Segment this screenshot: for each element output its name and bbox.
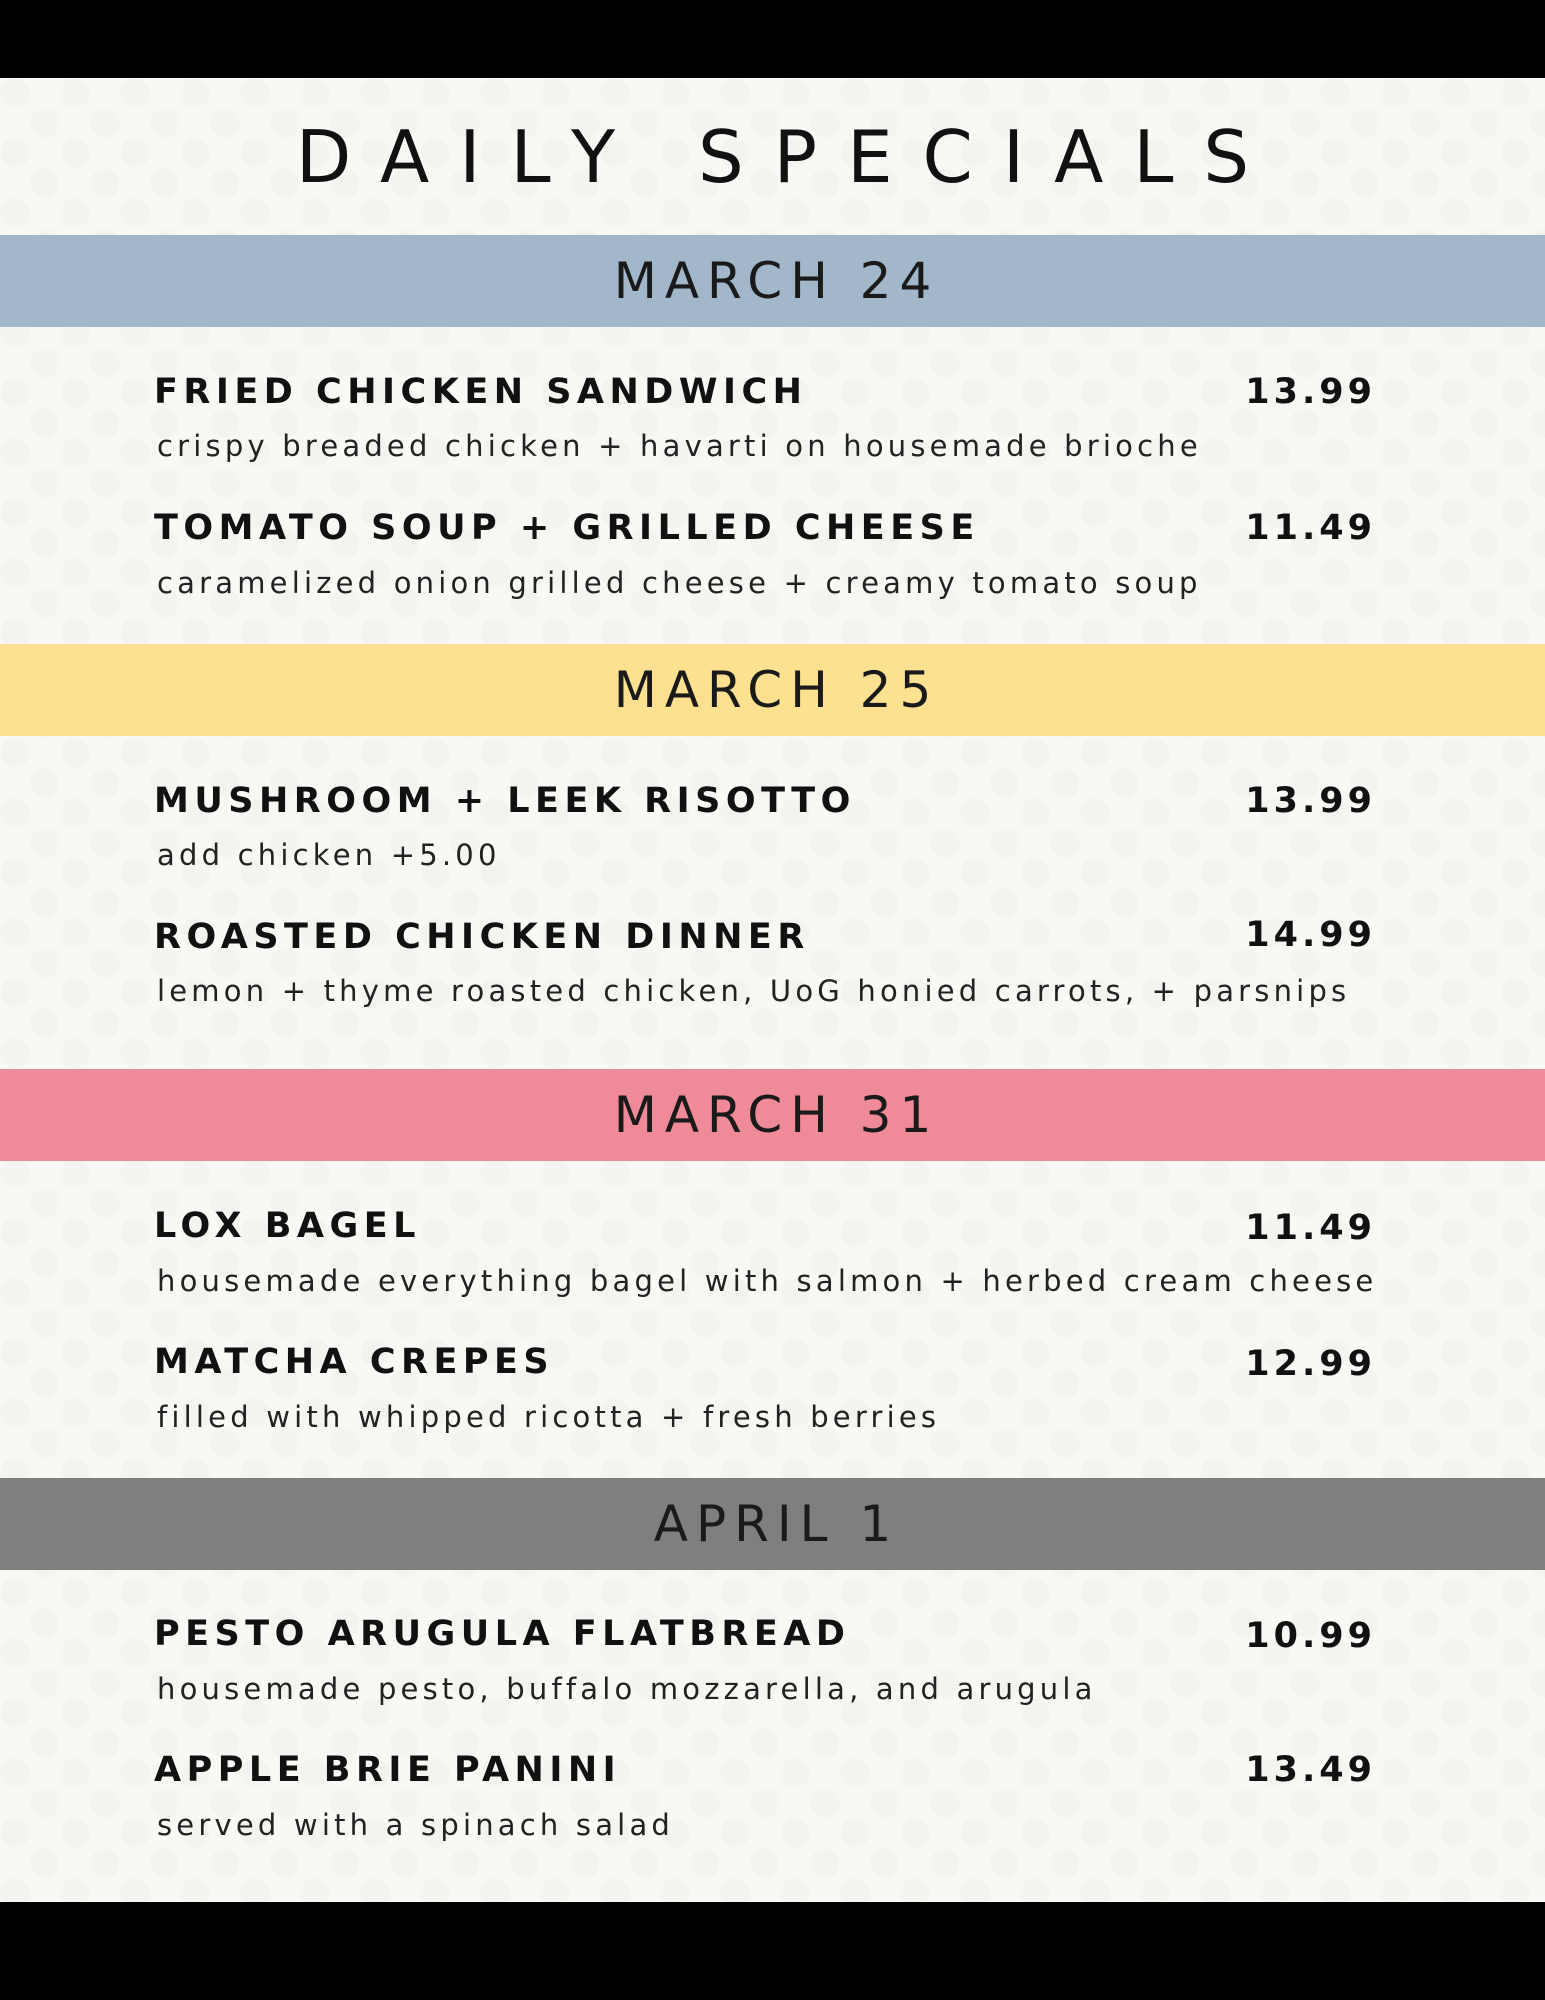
menu-item-price: 11.49 [1245,508,1376,548]
menu-item-name: LOX BAGEL [154,1206,421,1246]
date-band-march-24: MARCH 24 [0,235,1545,327]
menu-item-description: served with a spinach salad [157,1808,675,1842]
menu-item-description: housemade everything bagel with salmon + herbed cream cheese [157,1264,1378,1298]
menu-item-name: PESTO ARUGULA FLATBREAD [154,1614,851,1654]
menu-item-description: housemade pesto, buffalo mozzarella, and arugula [157,1672,1097,1706]
menu-item-price: 12.99 [1245,1344,1376,1384]
menu-item-price: 13.99 [1245,781,1376,821]
menu-item-price: 13.99 [1245,372,1376,412]
top-frame-bar [0,0,1545,78]
menu-item-name: FRIED CHICKEN SANDWICH [154,372,808,412]
menu-item-price: 14.99 [1245,915,1376,955]
menu-item-name: APPLE BRIE PANINI [154,1750,622,1790]
menu-item-description: crispy breaded chicken + havarti on housemade brioche [157,429,1202,463]
date-band-march-31: MARCH 31 [0,1069,1545,1161]
menu-item-description: add chicken +5.00 [157,838,501,872]
menu-item-name: MUSHROOM + LEEK RISOTTO [154,781,856,821]
date-band-march-25: MARCH 25 [0,644,1545,736]
menu-item-name: TOMATO SOUP + GRILLED CHEESE [154,508,980,548]
menu-item-description: filled with whipped ricotta + fresh berries [157,1400,941,1434]
menu-item-description: caramelized onion grilled cheese + creamy tomato soup [157,566,1202,600]
menu-item-price: 13.49 [1245,1750,1376,1790]
menu-item-name: MATCHA CREPES [154,1342,555,1382]
menu-title: DAILY SPECIALS [295,115,1280,199]
menu-item-name: ROASTED CHICKEN DINNER [154,917,810,957]
menu-page [0,78,1545,1902]
menu-item-description: lemon + thyme roasted chicken, UoG honied carrots, + parsnips [157,974,1351,1008]
date-band-april-1: APRIL 1 [0,1478,1545,1570]
menu-item-price: 10.99 [1245,1616,1376,1656]
bottom-frame-bar [0,1902,1545,2000]
menu-item-price: 11.49 [1245,1208,1376,1248]
